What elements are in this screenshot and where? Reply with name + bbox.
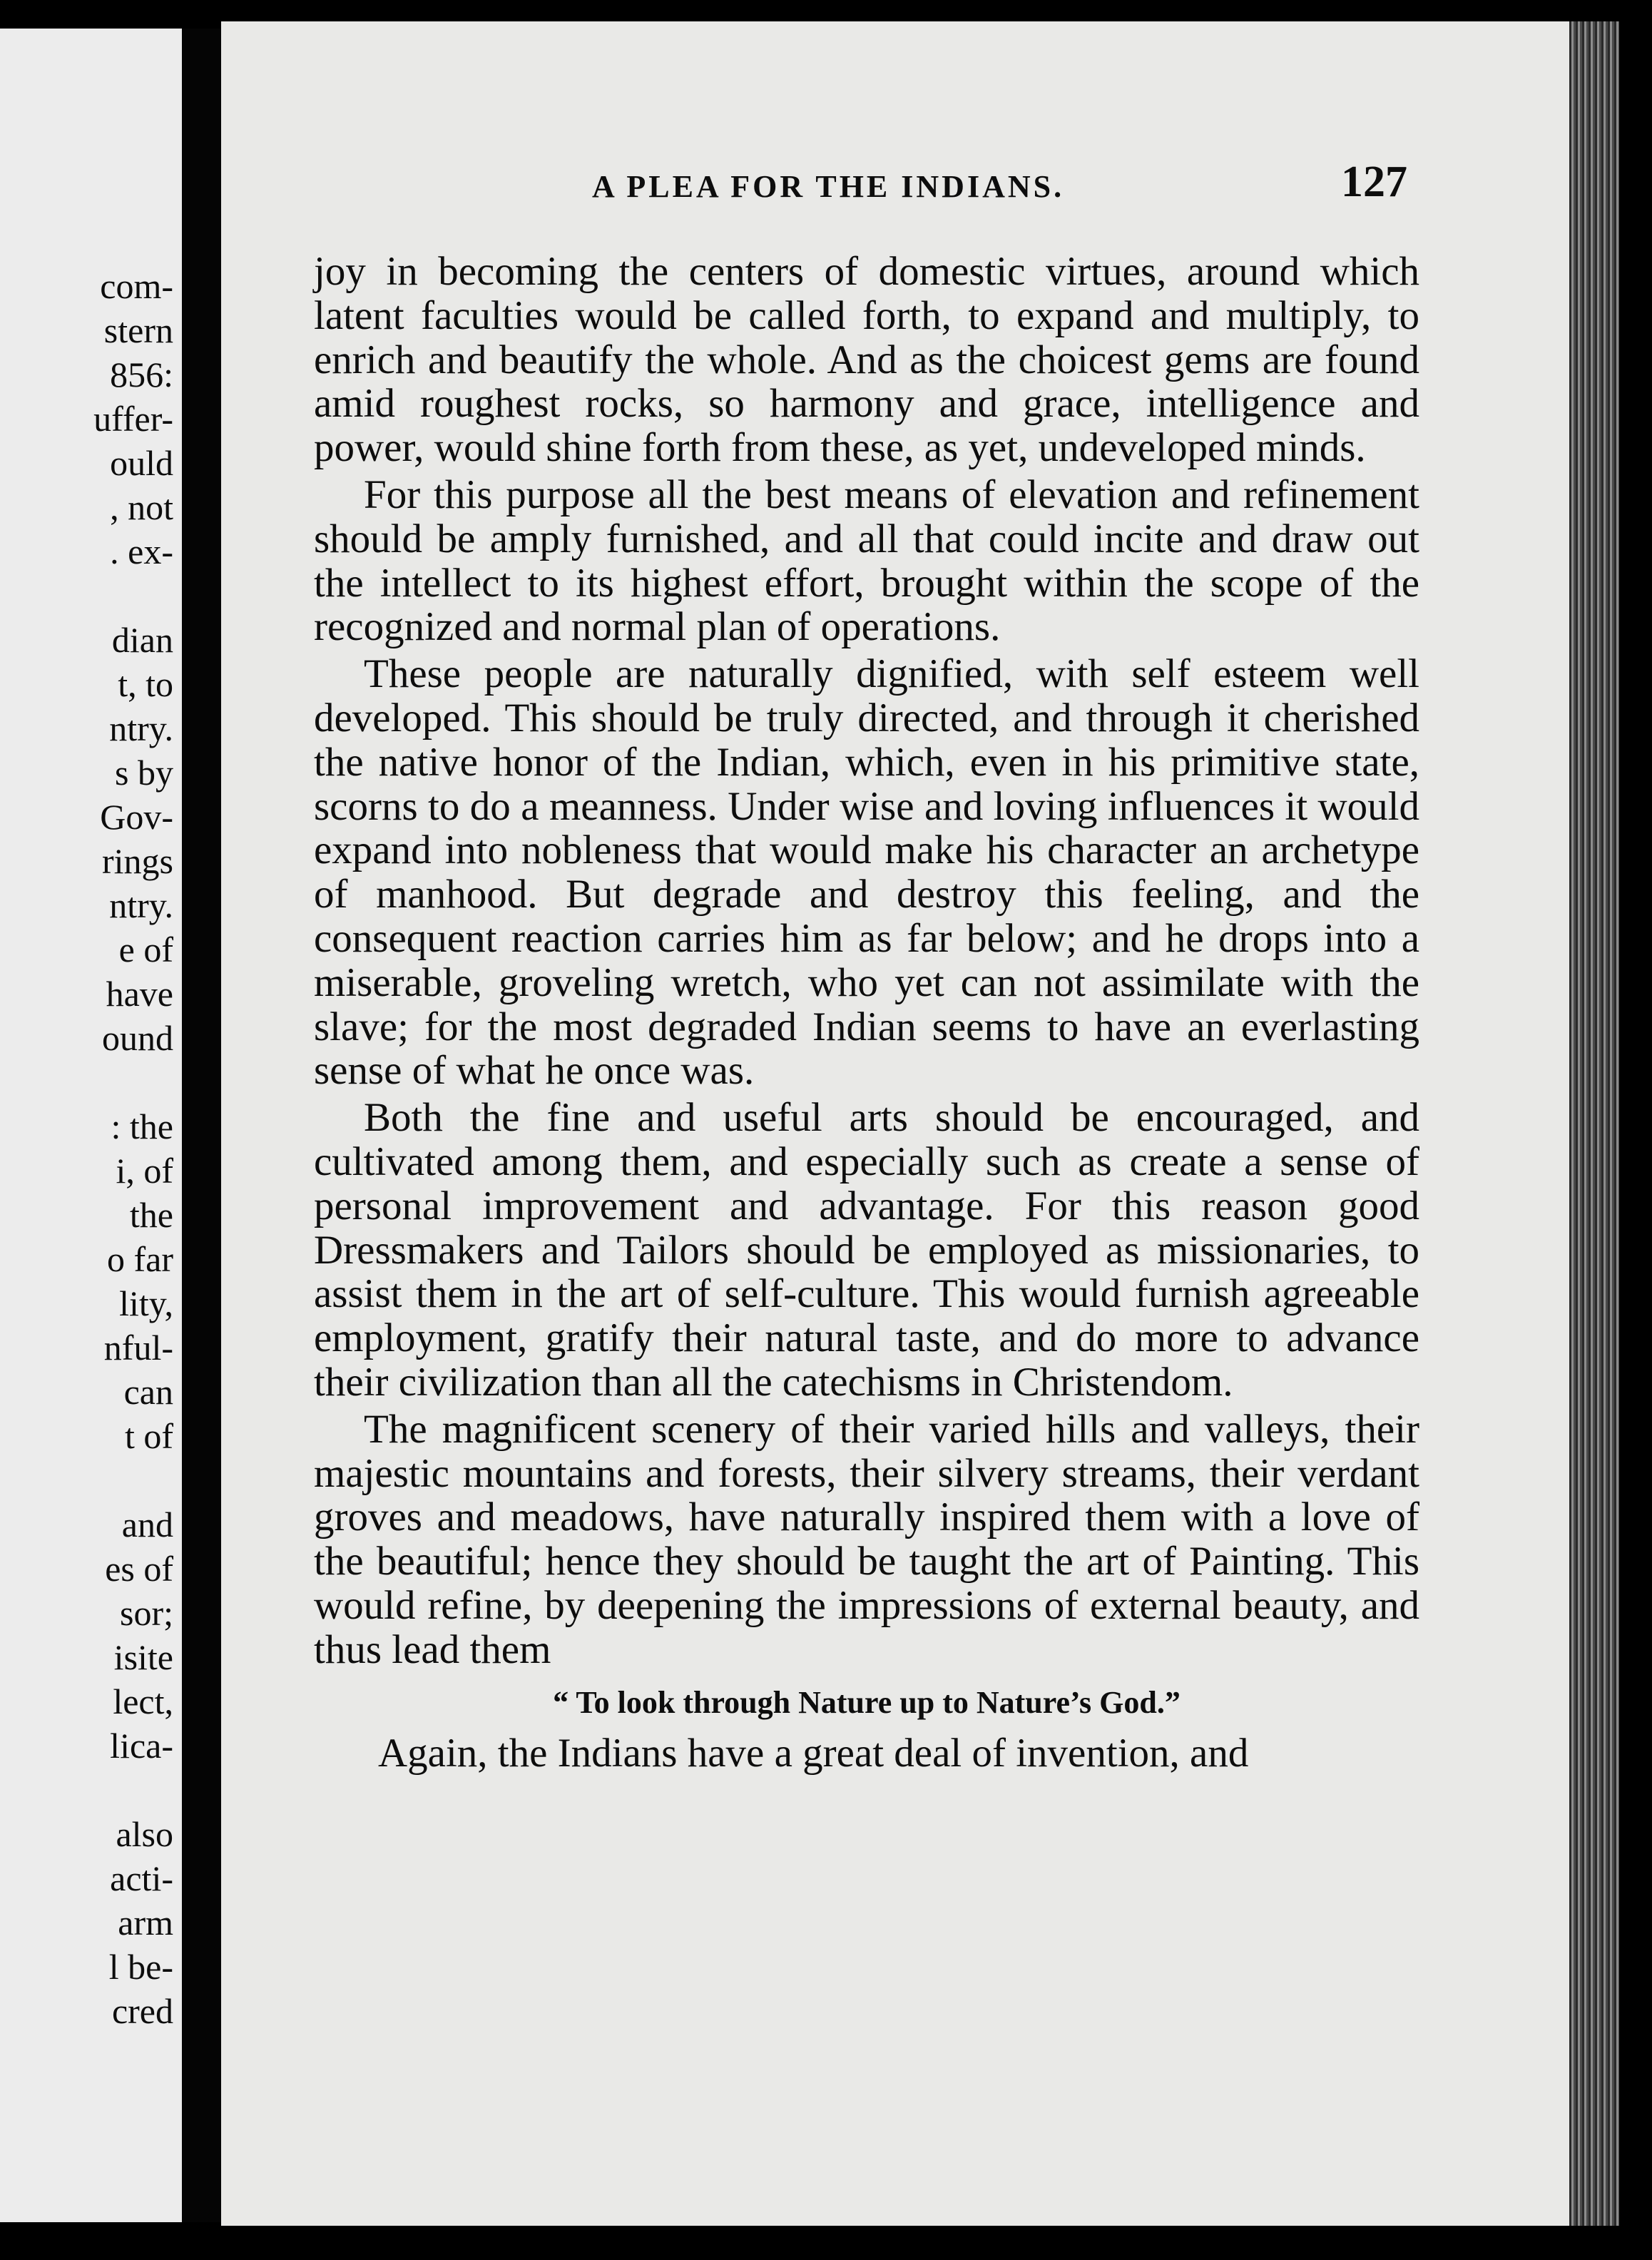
page-number: 127 — [1341, 158, 1407, 206]
facing-page-line-fragment: sor; — [120, 1593, 173, 1633]
facing-page-line-fragment: l be- — [108, 1947, 173, 1987]
facing-page-line-fragment: lect, — [113, 1681, 173, 1721]
facing-page-line-fragment: also — [116, 1814, 173, 1854]
book-gutter — [182, 29, 221, 2222]
facing-page-line-fragment: s by — [115, 753, 173, 793]
facing-page-line-fragment: acti- — [110, 1858, 173, 1898]
facing-page-line-fragment: o far — [107, 1239, 173, 1279]
paragraph: These people are naturally dignified, with self esteem well developed. This should be truly directed, and through it cherished the native honor of the Indian, which, even in his primitive state, scorns to do a meanness. Under wise and loving influences it would expand into nobleness that would make his character an archetype of manhood. But degrade and destroy this feeling, and the consequent reaction carries him as far below; and he drops into a miserable, groveling wretch, who yet can not assimilate with the slave; for the most degraded Indian seems to have an everlasting sense of what he once was. — [314, 651, 1419, 1094]
facing-page-line-fragment: ntry. — [109, 708, 173, 748]
facing-page-line-fragment: rings — [102, 841, 173, 881]
running-head: A PLEA FOR THE INDIANS. — [592, 169, 1065, 204]
paragraph: For this purpose all the best means of elevation and refinement should be amply furnished, and all that could incite and draw out the intellect to its highest effort, brought within the scope of the recognized and normal plan of operations. — [314, 472, 1419, 650]
facing-page-line-fragment: dian — [111, 620, 173, 660]
paragraph: joy in becoming the centers of domestic virtues, around which latent faculties would be called forth, to expand and multiply, to enrich and beautify the whole. And as the choicest gems are found amid roughest rocks, so harmony and grace, intelligence and power, would shine forth from these, as yet, undeveloped minds. — [314, 249, 1419, 471]
facing-page-line-fragment: . ex- — [110, 531, 173, 571]
facing-page-fragment — [0, 29, 182, 2222]
facing-page-line-fragment: uffer- — [93, 399, 173, 439]
facing-page-line-fragment: isite — [113, 1637, 173, 1677]
facing-page-line-fragment: have — [106, 974, 173, 1014]
facing-page-line-fragment: ound — [102, 1018, 173, 1058]
facing-page-line-fragment: lity, — [119, 1283, 173, 1323]
facing-page-line-fragment: : the — [111, 1106, 173, 1146]
facing-page-line-fragment: 856: — [110, 355, 173, 395]
quotation: “ To look through Nature up to Nature’s God.” — [553, 1684, 1181, 1720]
facing-page-line-fragment: t of — [124, 1416, 173, 1456]
facing-page-line-fragment: ntry. — [109, 885, 173, 925]
facing-page-line-fragment: arm — [118, 1903, 173, 1943]
facing-page-line-fragment: com- — [100, 266, 173, 306]
facing-page-line-fragment: es of — [105, 1549, 173, 1589]
paragraph: Again, the Indians have a great deal of invention, and — [378, 1731, 1249, 1776]
page-edge — [1569, 21, 1619, 2226]
facing-page-line-fragment: can — [123, 1372, 173, 1412]
facing-page-line-fragment: stern — [103, 310, 173, 350]
facing-page-line-fragment: t, to — [118, 664, 173, 704]
facing-page-line-fragment: and — [121, 1505, 173, 1544]
facing-page-line-fragment: e of — [118, 930, 173, 969]
facing-page-line-fragment: the — [129, 1195, 173, 1235]
paragraph: The magnificent scenery of their varied hills and valleys, their majestic mountains and forests, their silvery streams, their verdant groves and meadows, have naturally inspired them with a love of the beautiful; hence they should be taught the art of Painting. This would refine, by deepening the impressions of external beauty, and thus lead them — [314, 1406, 1419, 1672]
facing-page-line-fragment: , not — [110, 487, 173, 527]
facing-page-line-fragment: i, of — [116, 1151, 173, 1191]
facing-page-line-fragment: ould — [110, 443, 173, 483]
facing-page-line-fragment: lica- — [110, 1726, 173, 1766]
facing-page-line-fragment: nful- — [103, 1328, 173, 1368]
paragraph: Both the fine and useful arts should be encouraged, and cultivated among them, and especially such as create a sense of personal improvement and advantage. For this reason good Dressmakers and Tailors should be employed as missionaries, to assist them in the art of self-culture. This would furnish agreeable employment, gratify their natural taste, and do more to advance their civilization than all the catechisms in Christendom. — [314, 1095, 1419, 1405]
facing-page-line-fragment: Gov- — [100, 797, 173, 837]
facing-page-line-fragment: cred — [111, 1991, 173, 2031]
body-text — [314, 250, 1419, 1778]
